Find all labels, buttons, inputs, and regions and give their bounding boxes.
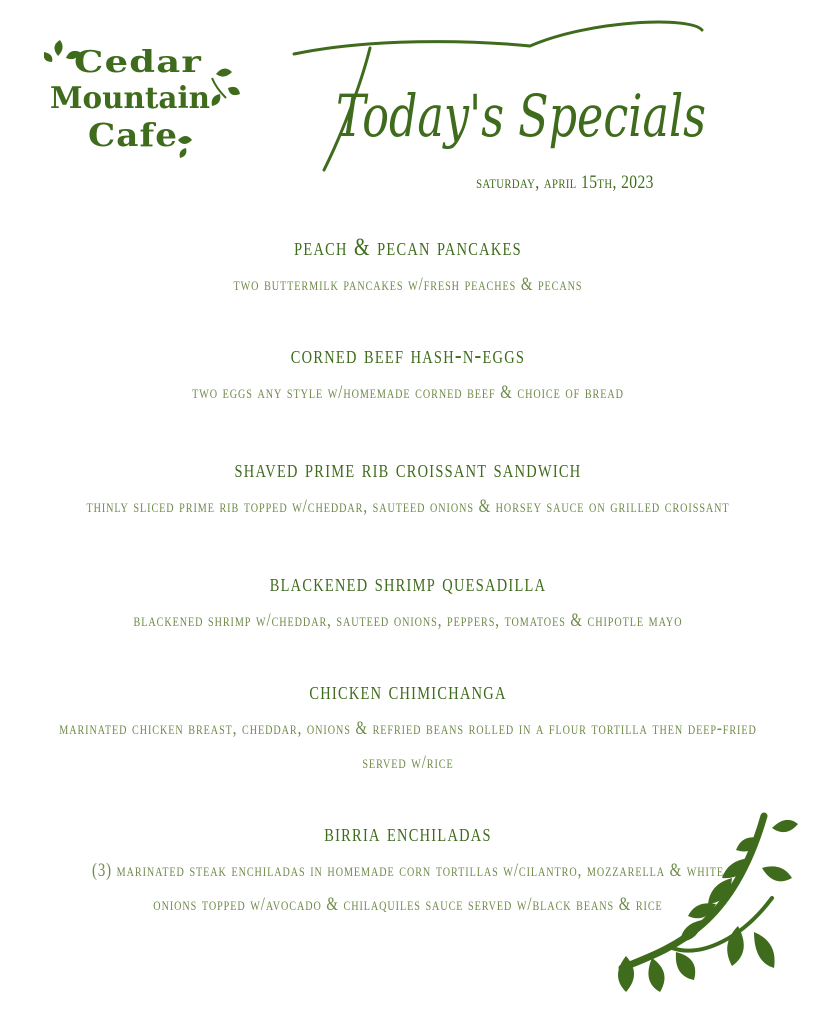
title-flourish-stroke [294,22,702,54]
special-item-description: (3) marinated steak enchiladas in homemade corn tortillas w/cilantro, mozzarella & white onions topped w/avocado & chilaquiles sauce served w/black beans & rice [91,860,725,915]
logo-line-mountain: Mountain [50,81,211,116]
logo-line-cedar: Cedar [74,45,203,80]
special-item-name: corned beef hash-n-eggs [290,342,526,369]
leaf-icon [212,68,240,106]
cafe-logo [44,28,248,158]
special-item-name: birria enchiladas [324,820,492,847]
special-item [0,450,816,564]
special-item-name: chicken chimichanga [309,678,507,705]
special-item-description: two buttermilk pancakes w/fresh peaches & pecans [233,274,583,295]
page-title [290,18,720,178]
special-item-name: blackened shrimp quesadilla [269,570,547,597]
special-item-description: thinly sliced prime rib topped w/cheddar, sauteed onions & horsey sauce on grilled croissant [86,496,730,517]
special-item-name: peach & pecan pancakes [294,234,522,261]
special-item-name: shaved prime rib croissant sandwich [234,456,582,483]
cafe-logo-graphic [44,28,248,158]
special-item [0,564,816,672]
special-item-description: blackened shrimp w/cheddar, sauteed onions, peppers, tomatoes & chipotle mayo [133,610,683,631]
special-item-description: two eggs any style w/homemade corned beef & choice of bread [192,382,624,403]
page-title-text: Today's Specials [336,82,706,150]
specials-date: saturday, april 15th, 2023 [476,172,654,193]
special-item-description: marinated chicken breast, cheddar, onions & refried beans rolled in a flour tortilla then deep-fried served w/rice [59,718,757,773]
special-item [0,336,816,450]
page-title-graphic [290,18,720,178]
logo-line-cafe: Cafe [88,116,178,154]
leafy-vine-illustration [612,808,808,1008]
special-item [0,228,816,336]
leaf-icon [178,136,192,158]
leafy-vine-graphic [612,808,808,1008]
special-item [0,672,816,814]
